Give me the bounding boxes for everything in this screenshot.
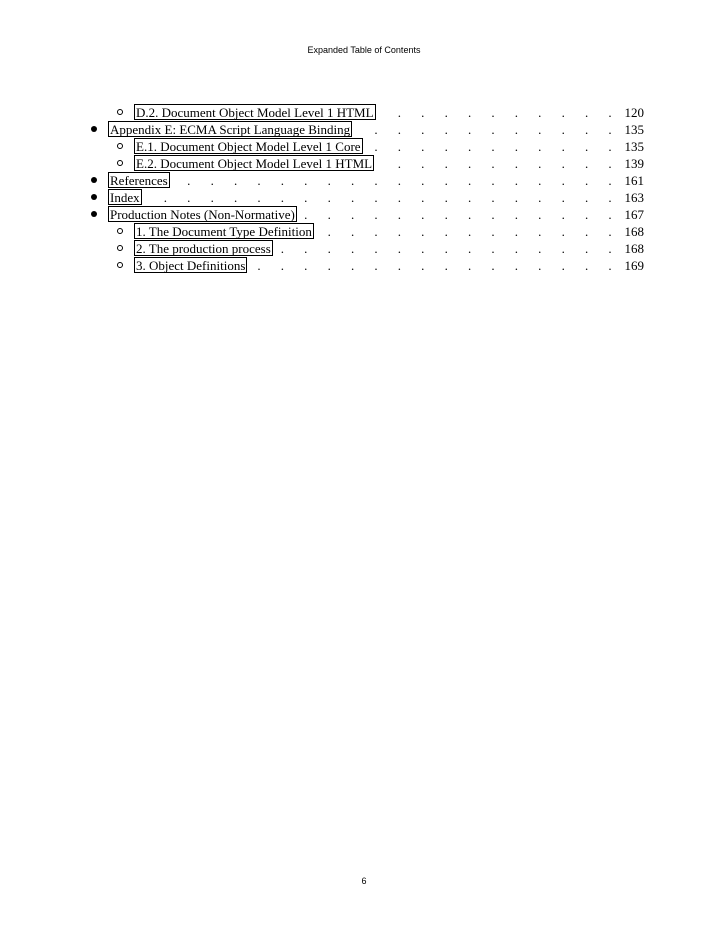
toc-link[interactable]: Index	[110, 190, 140, 205]
dot-leaders: . . . . . . . . . . . . .	[327, 224, 612, 239]
dot-leaders: . . . . . . . . . . . . . . .	[280, 241, 612, 256]
toc-page-number: 139	[624, 156, 644, 171]
toc-link[interactable]: E.2. Document Object Model Level 1 HTML	[136, 156, 373, 171]
toc-page-number: 120	[624, 105, 644, 120]
toc-page-number: 135	[624, 139, 644, 154]
toc-link[interactable]: E.1. Document Object Model Level 1 Core	[136, 139, 361, 154]
toc-page-number: 168	[624, 224, 644, 239]
dot-leaders: . . . . . . . . . .	[397, 156, 612, 171]
toc-subentry	[0, 104, 728, 121]
toc-entry	[0, 121, 728, 138]
toc-page-number: 163	[624, 190, 644, 205]
toc-page-number: 168	[624, 241, 644, 256]
filled-bullet-icon	[91, 177, 97, 183]
toc-link[interactable]: Appendix E: ECMA Script Language Binding	[110, 122, 351, 137]
toc-link[interactable]: References	[110, 173, 168, 188]
toc-link[interactable]: 2. The production process	[136, 241, 271, 256]
toc-link[interactable]: Production Notes (Non-Normative)	[110, 207, 295, 222]
dot-leaders: . . . . . . . . . . .	[374, 122, 612, 137]
dot-leaders: . . . . . . . . . . . . . . . .	[257, 258, 612, 273]
toc-entry	[0, 206, 728, 223]
toc-link[interactable]: 1. The Document Type Definition	[136, 224, 312, 239]
dot-leaders: . . . . . . . . . .	[397, 105, 612, 120]
running-header: Expanded Table of Contents	[307, 45, 421, 55]
toc-subentry	[0, 155, 728, 172]
dot-leaders: . . . . . . . . . . .	[374, 139, 612, 154]
page-number: 6	[361, 876, 367, 886]
toc-subentry	[0, 240, 728, 257]
toc-subentry	[0, 223, 728, 240]
toc-entry	[0, 172, 728, 189]
toc-page-number: 169	[624, 258, 644, 273]
dot-leaders: . . . . . . . . . . . . . . . . . . .	[187, 173, 612, 188]
toc-page-number: 167	[624, 207, 644, 222]
toc-link[interactable]: 3. Object Definitions	[136, 258, 246, 273]
toc-page-number: 135	[624, 122, 644, 137]
toc-link[interactable]: D.2. Document Object Model Level 1 HTML	[136, 105, 374, 120]
toc-subentry	[0, 138, 728, 155]
dot-leaders: . . . . . . . . . . . . . . . . . . . .	[163, 190, 612, 205]
table-of-contents	[0, 104, 728, 274]
toc-page-number: 161	[624, 173, 644, 188]
filled-bullet-icon	[91, 211, 97, 217]
dot-leaders: . . . . . . . . . . . . . .	[304, 207, 612, 222]
filled-bullet-icon	[91, 126, 97, 132]
toc-entry	[0, 189, 728, 206]
filled-bullet-icon	[91, 194, 97, 200]
toc-subentry	[0, 257, 728, 274]
